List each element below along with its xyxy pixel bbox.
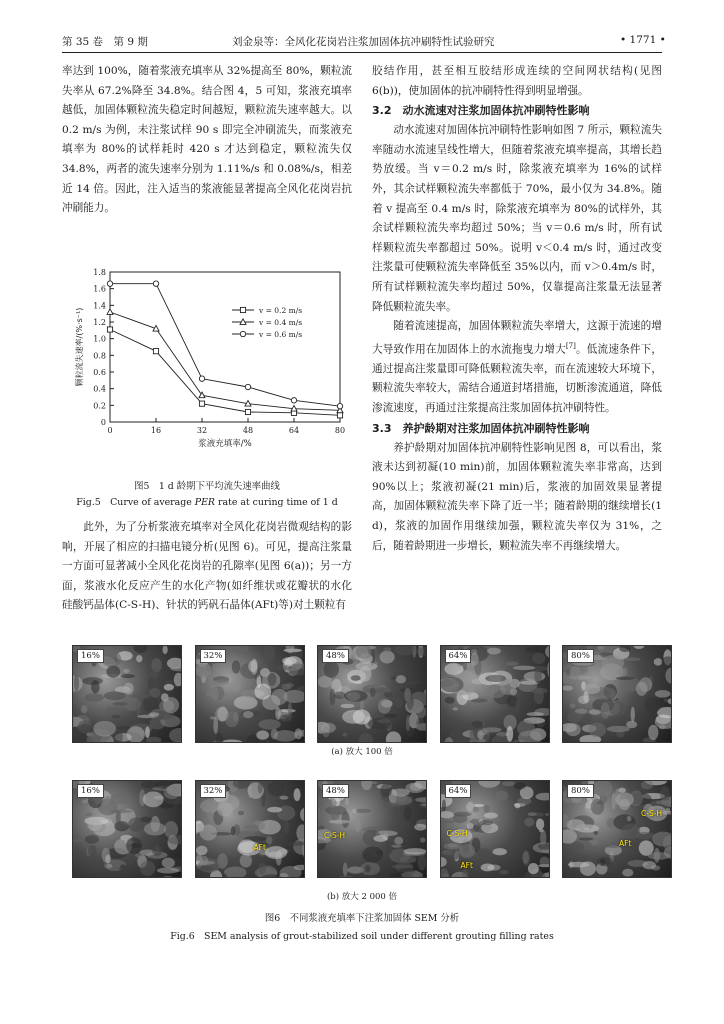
- fig6b-panel: [317, 780, 427, 878]
- legend-label: v = 0.4 m/s: [259, 318, 303, 327]
- sem-annotation: AFt: [619, 839, 632, 848]
- x-tick-label: 48: [242, 426, 254, 435]
- fig6a-panel: [72, 645, 182, 743]
- y-tick-label: 0.2: [93, 401, 106, 411]
- journal-volume: 第 35 卷 第 9 期: [62, 36, 148, 48]
- y-tick-label: 1.2: [93, 318, 106, 327]
- panel-label: 80%: [567, 784, 594, 798]
- fig6b-panel: [562, 780, 672, 878]
- y-tick-label: 1.8: [93, 268, 106, 277]
- legend-label: v = 0.2 m/s: [259, 306, 303, 315]
- data-point-triangle: [107, 309, 113, 315]
- paragraph-text: 随着流速提高，加固体颗粒流失率增大，这源于流速的增大导致作用在加固体上的水流拖曳力增大: [372, 320, 662, 356]
- fig6b-caption: (b) 放大 2 000 倍: [326, 892, 397, 902]
- section-heading-3-3: 3.3 养护龄期对注浆加固体抗冲刷特性影响: [372, 421, 590, 435]
- y-axis-label: 颗粒流失速率/(%·s⁻¹): [75, 307, 84, 387]
- x-tick-label: 80: [334, 426, 346, 435]
- running-title: 刘金泉等：全风化花岗岩注浆加固体抗冲刷特性试验研究: [232, 36, 495, 48]
- sem-annotation: C-S-H: [446, 829, 468, 838]
- fig5-chart: [68, 262, 358, 482]
- y-tick-label: 0.8: [93, 351, 106, 361]
- panel-label: 80%: [567, 649, 594, 663]
- x-axis-label: 浆液充填率/%: [198, 439, 252, 449]
- panel-label: 64%: [445, 784, 472, 798]
- data-point-square: [153, 349, 158, 354]
- fig6b-panel: [72, 780, 182, 878]
- data-point-circle: [245, 384, 250, 389]
- fig6a-caption: (a) 放大 100 倍: [331, 747, 393, 757]
- data-point-circle: [337, 403, 342, 408]
- paragraph-text: 。低流速条件下，通过提高注浆量即可降低颗粒流失率，而在流速较大环境下，颗粒流失率较大，需结合通道封堵措施，切断渗流通道，降低渗流速度，再通过注浆提高注浆加固体抗冲刷特性。: [372, 343, 663, 415]
- y-tick-label: 0.6: [93, 368, 106, 377]
- series-line: [110, 284, 340, 407]
- y-tick-label: 0: [100, 418, 106, 427]
- panel-label: 64%: [445, 649, 472, 663]
- data-point-square: [240, 307, 245, 312]
- x-tick-label: 16: [150, 426, 162, 435]
- fig6a-panel: [317, 645, 427, 743]
- paragraph: [372, 317, 662, 419]
- data-point-circle: [199, 376, 204, 381]
- legend-label: v = 0.6 m/s: [259, 330, 303, 339]
- fig5-caption-cn: 图5 1 d 龄期下平均流失速率曲线: [134, 481, 280, 492]
- panel-label: 32%: [200, 784, 227, 798]
- sem-annotation: AFt: [253, 843, 266, 852]
- data-point-square: [337, 413, 342, 418]
- series-line: [110, 312, 340, 410]
- fig6a-panel: [562, 645, 672, 743]
- paragraph: 胶结作用，甚至相互胶结形成连续的空间网状结构(见图 6(b))，使加固体的抗冲刷特性得到明显增强。: [372, 65, 662, 97]
- panel-label: 16%: [77, 649, 104, 663]
- panel-label: 16%: [77, 784, 104, 798]
- paragraph: 动水流速对加固体抗冲刷特性影响如图 7 所示，颗粒流失率随动水流速呈线性增大，但随着浆液充填率提高，其增长趋势放缓。当 v＝0.2 m/s 时，除浆液充填率为 16%的试样外，其余试样颗粒流失率都低于 70%，最小仅为 34.8%。随着 v 提高至 0.4 m/s 时，除浆液充填率为 80%的试样外，其余试样颗粒流失率均超过 50%；当 v＝0.6 m/s 时，所有试样颗粒流失率都超过 50%。说明 v＜0.4 m/s 时，通过改变注浆量可使颗粒流失率降低至 35%以内，而 v＞0.4m/s 时，所有试样颗粒流失率均超过 50%，仅靠提高注浆量无法显著降低颗粒流失率。: [372, 124, 662, 313]
- data-point-circle: [291, 398, 296, 403]
- y-tick-label: 1.6: [93, 284, 106, 294]
- fig5-caption-en: [62, 494, 352, 508]
- x-tick-label: 64: [288, 426, 300, 435]
- fig6a-panel: [195, 645, 305, 743]
- data-point-square: [245, 409, 250, 414]
- panel-label: 32%: [200, 649, 227, 663]
- y-tick-label: 1.4: [93, 301, 106, 311]
- paragraph: 率达到 100%，随着浆液充填率从 32%提高至 80%，颗粒流失率从 67.2%降至 34.8%。结合图 4，5 可知，浆液充填率越低，加固体颗粒流失稳定时间越短，颗粒流失速率越大。以 0.2 m/s 为例，未注浆试样 90 s 即完全冲刷流失，而浆液充填率为 80%的试样耗时 420 s 才达到稳定，颗粒流失仅 34.8%，两者的流失速率分别为 1.11%/s 和 0.08%/s，相差近 14 倍。因此，注入适当的浆液能显著提高全风化花岗岩抗冲刷能力。: [62, 65, 352, 215]
- fig5-caption-en-pre: Fig.5 Curve of average: [76, 497, 195, 508]
- data-point-circle: [107, 281, 112, 286]
- fig6a-panel: [440, 645, 550, 743]
- fig6-caption-en: Fig.6 SEM analysis of grout-stabilized soil under different grouting filling rates: [170, 931, 554, 942]
- citation: [7]: [565, 341, 576, 350]
- x-tick-label: 32: [196, 426, 208, 435]
- data-point-circle: [240, 331, 245, 336]
- sem-annotation: AFt: [460, 861, 473, 870]
- right-column: [372, 62, 662, 556]
- data-point-square: [199, 401, 204, 406]
- left-column-top: [62, 62, 352, 219]
- y-tick-label: 0.4: [93, 384, 106, 394]
- paragraph: 此外，为了分析浆液充填率对全风化花岗岩微观结构的影响，开展了相应的扫描电镜分析(见图 6)。可见，提高注浆量一方面可显著减小全风化花岗岩的孔隙率(见图 6(a))；另一方面，浆液水化反应产生的水化产物(如纤维状或花瓣状的水化硅酸钙晶体(C-S-H)、针状的钙矾石晶体(AFt)等)对土颗粒有: [62, 521, 352, 612]
- fig5-caption-en-em: PER: [194, 497, 215, 508]
- fig5-caption-en-post: rate at curing time of 1 d: [215, 497, 338, 508]
- data-point-circle: [153, 281, 158, 286]
- fig6-caption-cn: 图6 不同浆液充填率下注浆加固体 SEM 分析: [264, 913, 460, 924]
- panel-label: 48%: [322, 649, 349, 663]
- sem-annotation: C-S-H: [641, 809, 663, 818]
- sem-annotation: C-S-H: [324, 831, 346, 840]
- fig6b-panel: [195, 780, 305, 878]
- page-number: • 1771 •: [620, 34, 666, 46]
- header-rule: [62, 52, 662, 53]
- x-tick-label: 0: [107, 426, 113, 435]
- paragraph: 养护龄期对加固体抗冲刷特性影响见图 8，可以看出，浆液未达到初凝(10 min)前，加固体颗粒流失率非常高，达到 90%以上；浆液初凝(21 min)后，浆液的加固效果显著提高，加固体颗粒流失率下降了近一半；随着龄期的继续增长(1 d)，浆液的加固作用继续加强，颗粒流失率仅为 31%，之后，随着龄期进一步增长，颗粒流失率不再继续增大。: [372, 441, 662, 552]
- section-heading-3-2: 3.2 动水流速对注浆加固体抗冲刷特性影响: [372, 104, 590, 118]
- y-tick-label: 1.0: [93, 334, 106, 344]
- series-line: [110, 330, 340, 416]
- left-column-bottom: [62, 518, 352, 616]
- data-point-square: [107, 327, 112, 332]
- fig6b-panel: [440, 780, 550, 878]
- panel-label: 48%: [322, 784, 349, 798]
